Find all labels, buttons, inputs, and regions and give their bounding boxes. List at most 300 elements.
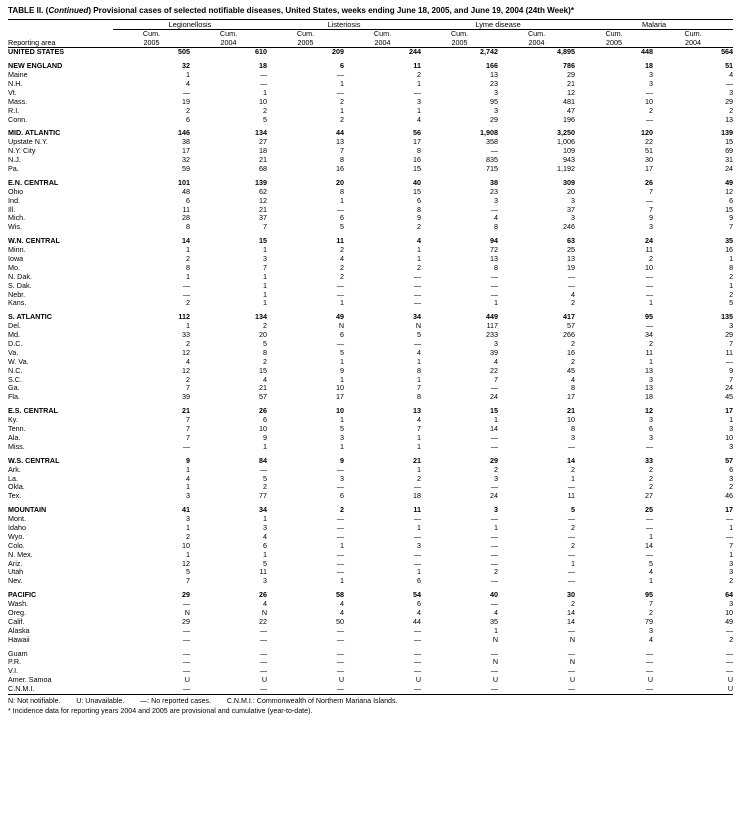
row-value-cell: 17 [645,164,654,173]
row-area-label: E.S. CENTRAL [8,406,58,416]
table-row [8,98,733,107]
row-value-cell: 1 [571,473,576,483]
row-area-label: Va. [8,347,19,357]
row-value-cell: 13 [413,406,422,416]
row-value-cell: 21 [413,455,422,465]
row-value-cell: 2 [571,464,576,474]
row-value-cell: — [182,280,190,290]
row-value-cell: — [490,558,499,568]
row-value-cell: 4 [263,374,268,384]
row-value-cell: U [415,675,422,685]
row-value-cell: 7 [649,204,654,214]
row-value-cell: 7 [729,374,734,384]
row-value-cell: 4 [417,607,422,617]
row-value-cell: 3 [729,424,734,434]
row-value-cell: 15 [413,164,422,173]
row-value-cell: 3 [649,374,654,384]
row-value-cell: 15 [413,186,422,196]
row-value-cell: U [727,684,734,694]
row-value-cell: 233 [486,330,499,340]
table-row [8,515,733,524]
row-value-cell: 196 [563,114,576,124]
row-value-cell: 715 [486,164,499,173]
row-area-label: Utah [8,567,24,577]
row-value-cell: — [182,657,190,667]
row-value-cell: 2 [649,105,654,115]
row-value-cell: 5 [340,347,345,357]
row-value-cell: 4 [571,374,576,384]
row-value-cell: 2 [571,356,576,366]
row-value-cell: 19 [567,262,576,272]
row-value-cell: 1 [340,356,345,366]
table-row [8,156,733,165]
row-value-cell: 2 [186,105,190,115]
row-value-cell: N [492,657,499,667]
row-value-cell: 3 [186,514,190,524]
row-value-cell: — [182,441,190,451]
row-value-cell: 1 [571,558,576,568]
row-value-cell: 1 [494,625,499,635]
table-row [8,322,733,331]
row-value-cell: 10 [259,424,268,434]
row-value-cell: 1 [494,415,499,425]
row-value-cell: 1 [340,441,345,451]
row-value-cell: 1 [340,576,345,586]
row-area-label: N.C. [8,365,23,375]
row-value-cell: 69 [725,146,734,156]
row-value-cell: 1,006 [557,137,576,147]
row-value-cell: 84 [259,455,268,465]
row-value-cell: 5 [263,114,268,124]
row-value-cell: 7 [729,540,734,550]
row-value-cell: 1 [263,245,268,255]
row-value-cell: 9 [263,432,268,442]
row-value-cell: 23 [490,78,499,88]
row-value-cell: 610 [255,47,268,57]
row-value-cell: 29 [490,455,499,465]
row-value-cell: 2 [649,482,654,492]
row-area-label: W.N. CENTRAL [8,236,60,246]
row-value-cell: 8 [729,262,734,272]
row-value-cell: 6 [340,491,345,501]
row-area-label: Mich. [8,213,26,223]
row-value-cell: 3 [494,339,499,349]
row-value-cell: — [182,599,190,609]
table-row [8,551,733,560]
row-area-label: Tenn. [8,424,26,434]
row-area-label: La. [8,473,18,483]
row-value-cell: N [569,634,576,644]
table-row [8,282,733,291]
row-value-cell: 8 [571,424,576,434]
row-value-cell: 3 [729,441,734,451]
row-value-cell: 4,895 [557,47,576,57]
row-value-cell: 6 [340,213,345,223]
row-value-cell: 14 [645,540,654,550]
row-value-cell: 7 [417,424,422,434]
row-value-cell: — [490,146,499,156]
row-value-cell: 38 [182,137,190,147]
row-area-label: Ala. [8,432,21,442]
row-value-cell: 2 [186,531,190,541]
row-value-cell: 448 [641,47,654,57]
table-row [8,636,733,645]
row-value-cell: 1 [729,522,734,532]
row-value-cell: 1 [263,87,268,97]
row-value-cell: 1 [263,289,268,299]
table-group-header-row [8,19,733,29]
table-body [8,48,733,694]
row-value-cell: 17 [182,146,190,156]
row-value-cell: 4 [417,236,422,246]
row-value-cell: 13 [645,365,654,375]
row-value-cell: 11 [645,245,654,255]
row-value-cell: 94 [490,236,499,246]
row-value-cell: 4 [494,213,499,223]
table-row [8,206,733,215]
row-value-cell: N [415,321,422,331]
row-value-cell: — [336,204,345,214]
row-value-cell: 2 [417,222,422,232]
row-value-cell: — [336,482,345,492]
table-row [8,71,733,80]
row-value-cell: 4 [186,356,190,366]
row-value-cell: 21 [259,204,268,214]
title-continued: Continued [48,6,89,15]
col-header-listeriosis-2004-year: 2004 [344,38,421,48]
row-value-cell: 18 [413,491,422,501]
row-value-cell: — [567,684,576,694]
row-area-label: Del. [8,321,21,331]
row-value-cell: — [645,321,654,331]
row-value-cell: 4 [417,347,422,357]
row-value-cell: 2 [340,245,345,255]
row-value-cell: 4 [417,415,422,425]
table-row [8,291,733,300]
row-value-cell: 112 [178,312,190,322]
row-area-label: Ky. [8,415,18,425]
table-row [8,560,733,569]
row-value-cell: 29 [725,96,734,106]
row-value-cell: 1 [186,321,190,331]
row-value-cell: 14 [490,424,499,434]
row-value-cell: — [725,625,734,635]
row-value-cell: 2 [186,339,190,349]
row-value-cell: 13 [490,254,499,264]
row-value-cell: 11 [413,61,422,71]
row-value-cell: 95 [645,312,654,322]
row-value-cell: 30 [567,590,576,600]
row-value-cell: 5 [263,558,268,568]
row-value-cell: 24 [725,164,734,173]
row-area-label: D.C. [8,339,23,349]
row-value-cell: 7 [729,339,734,349]
row-value-cell: 7 [417,383,422,393]
row-value-cell: 8 [417,365,422,375]
row-value-cell: 12 [645,406,654,416]
row-value-cell: 7 [186,424,190,434]
row-value-cell: 505 [178,47,190,57]
row-value-cell: 449 [486,312,499,322]
row-value-cell: 10 [182,540,190,550]
row-value-cell: — [336,87,345,97]
table-row [8,650,733,659]
row-value-cell: — [336,567,345,577]
table-subheader-row-2 [8,38,733,48]
row-value-cell: — [259,464,268,474]
table-row [8,299,733,308]
row-value-cell: 30 [645,155,654,165]
row-value-cell: 5 [417,330,422,340]
row-area-label: Conn. [8,114,28,124]
row-value-cell: 9 [729,365,734,375]
row-value-cell: 29 [490,114,499,124]
row-area-label: NEW ENGLAND [8,61,63,71]
row-value-cell: 2 [263,482,268,492]
row-area-label: N.J. [8,155,21,165]
row-value-cell: — [490,576,499,586]
row-value-cell: — [413,666,422,676]
row-value-cell: — [645,684,654,694]
row-value-cell: 3 [571,432,576,442]
row-area-label: Guam [8,648,28,658]
footnote-abbreviations: N: Not notifiable. U: Unavailable. —: No reported cases. C.N.M.I.: Commonwealth of Northern Mariana Islands. [8,696,398,705]
row-value-cell: — [259,78,268,88]
row-value-cell: 8 [417,392,422,402]
row-area-label: N.H. [8,78,23,88]
row-value-cell: 12 [259,195,268,205]
row-value-cell: 1 [417,254,422,264]
row-value-cell: 1 [263,549,268,559]
table-row [8,116,733,125]
table-row [8,223,733,232]
row-value-cell: 1 [649,298,654,308]
row-value-cell: 1 [417,356,422,366]
table-row [8,138,733,147]
row-value-cell: 44 [336,128,345,138]
row-value-cell: 45 [725,392,734,402]
row-area-label: N. Dak. [8,271,32,281]
row-value-cell: 786 [563,61,576,71]
row-value-cell: 4 [729,70,734,80]
row-value-cell: 10 [336,406,345,416]
row-area-label: W. Va. [8,356,29,366]
row-value-cell: 9 [186,455,190,465]
row-value-cell: 25 [567,245,576,255]
row-value-cell: 15 [725,137,734,147]
row-value-cell: 2 [340,505,345,515]
row-value-cell: 14 [182,236,190,246]
row-value-cell: — [645,195,654,205]
row-value-cell: 6 [263,540,268,550]
table-row [8,331,733,340]
row-value-cell: 8 [494,262,499,272]
row-value-cell: 40 [413,177,422,187]
row-value-cell: — [490,432,499,442]
row-value-cell: 3 [494,105,499,115]
row-value-cell: 417 [563,312,576,322]
row-value-cell: — [645,657,654,667]
row-value-cell: 51 [725,61,734,71]
row-value-cell: 3 [263,254,268,264]
row-value-cell: 29 [567,70,576,80]
row-value-cell: 2 [649,607,654,617]
row-value-cell: 1 [186,464,190,474]
row-value-cell: 15 [490,406,499,416]
row-value-cell: 1 [340,195,345,205]
row-value-cell: 20 [336,177,345,187]
col-header-listeriosis-2005-cum: Cum. [296,28,315,38]
row-value-cell: 6 [729,195,734,205]
row-value-cell: 6 [729,464,734,474]
row-value-cell: 16 [567,347,576,357]
row-value-cell: 10 [645,96,654,106]
row-value-cell: 24 [645,236,654,246]
row-value-cell: 3 [186,491,190,501]
row-value-cell: 1 [186,522,190,532]
row-area-label: Vt. [8,87,17,97]
row-value-cell: 4 [340,599,345,609]
row-value-cell: 3 [729,567,734,577]
row-value-cell: 2 [340,96,345,106]
row-value-cell: 1 [729,280,734,290]
table-row [8,475,733,484]
group-header-listeriosis: Listeriosis [267,19,421,29]
row-value-cell: 22 [259,616,268,626]
row-value-cell: 1 [729,549,734,559]
row-value-cell: — [259,625,268,635]
row-value-cell: — [725,514,734,524]
row-value-cell: — [490,271,499,281]
row-value-cell: 134 [255,312,268,322]
row-area-label: Calif. [8,616,25,626]
row-value-cell: 2 [729,634,734,644]
row-value-cell: 943 [563,155,576,165]
row-value-cell: 3 [417,540,422,550]
table-row [8,492,733,501]
row-value-cell: 7 [649,599,654,609]
row-value-cell: 20 [259,330,268,340]
row-value-cell: 11 [182,204,190,214]
row-value-cell: — [567,531,576,541]
row-value-cell: 6 [417,599,422,609]
row-value-cell: 63 [567,236,576,246]
table-row [8,658,733,667]
row-value-cell: 56 [413,128,422,138]
row-value-cell: 6 [263,415,268,425]
row-value-cell: 2 [417,262,422,272]
row-value-cell: 1 [649,531,654,541]
row-value-cell: 2 [729,576,734,586]
row-value-cell: 1 [729,254,734,264]
row-value-cell: 12 [182,558,190,568]
row-value-cell: 33 [182,330,190,340]
table-row [8,179,733,188]
row-value-cell: N [184,607,190,617]
row-value-cell: 64 [725,590,734,600]
table-row [8,246,733,255]
row-value-cell: 2 [649,464,654,474]
row-value-cell: 3 [729,473,734,483]
row-value-cell: — [336,289,345,299]
row-value-cell: U [261,675,268,685]
row-value-cell: N [338,321,345,331]
row-value-cell: 1 [263,441,268,451]
row-area-label: S. Dak. [8,280,32,290]
row-value-cell: — [567,666,576,676]
row-value-cell: — [413,549,422,559]
row-value-cell: — [336,514,345,524]
row-value-cell: — [259,666,268,676]
row-area-label: UNITED STATES [8,47,65,57]
row-value-cell: — [567,482,576,492]
table-row [8,358,733,367]
row-value-cell: 246 [563,222,576,232]
row-value-cell: 9 [340,455,345,465]
row-value-cell: 2 [263,321,268,331]
row-value-cell: 21 [567,406,576,416]
table-row [8,609,733,618]
row-value-cell: — [413,298,422,308]
row-value-cell: 266 [563,330,576,340]
row-area-label: Fla. [8,392,20,402]
row-value-cell: — [490,204,499,214]
row-value-cell: — [413,339,422,349]
row-value-cell: 5 [340,222,345,232]
row-value-cell: — [490,531,499,541]
row-area-label: Alaska [8,625,30,635]
row-value-cell: 4 [340,607,345,617]
row-value-cell: 1 [417,432,422,442]
row-value-cell: 3 [494,473,499,483]
row-value-cell: 12 [182,365,190,375]
row-value-cell: — [645,666,654,676]
row-value-cell: 4 [417,114,422,124]
row-value-cell: 1 [417,78,422,88]
row-value-cell: — [645,114,654,124]
col-header-malaria-2004-cum: Cum. [684,28,702,38]
row-value-cell: 8 [494,222,499,232]
group-header-legionellosis: Legionellosis [113,19,267,29]
table-row [8,577,733,586]
row-area-label: Md. [8,330,20,340]
row-value-cell: 5 [263,339,268,349]
row-value-cell: — [182,87,190,97]
row-value-cell: — [413,514,422,524]
row-value-cell: — [490,549,499,559]
row-area-label: Oreg. [8,607,26,617]
row-value-cell: 95 [645,590,654,600]
row-area-label: Tex. [8,491,22,501]
row-value-cell: — [182,666,190,676]
footnote-incidence: * Incidence data for reporting years 2004 and 2005 are provisional and cumulative (year-to-date). [8,706,313,715]
row-value-cell: 3 [494,195,499,205]
row-value-cell: 6 [186,114,190,124]
row-value-cell: 1 [340,298,345,308]
row-value-cell: 3 [494,505,499,515]
row-value-cell: 14 [567,616,576,626]
row-value-cell: 49 [725,616,734,626]
row-value-cell: 58 [336,590,345,600]
row-value-cell: — [182,648,190,658]
table-row [8,80,733,89]
row-value-cell: 3 [729,321,734,331]
col-header-listeriosis-2004-cum: Cum. [373,28,392,38]
row-value-cell: — [567,549,576,559]
row-value-cell: — [490,383,499,393]
row-value-cell: 2 [340,271,345,281]
row-value-cell: — [725,648,734,658]
